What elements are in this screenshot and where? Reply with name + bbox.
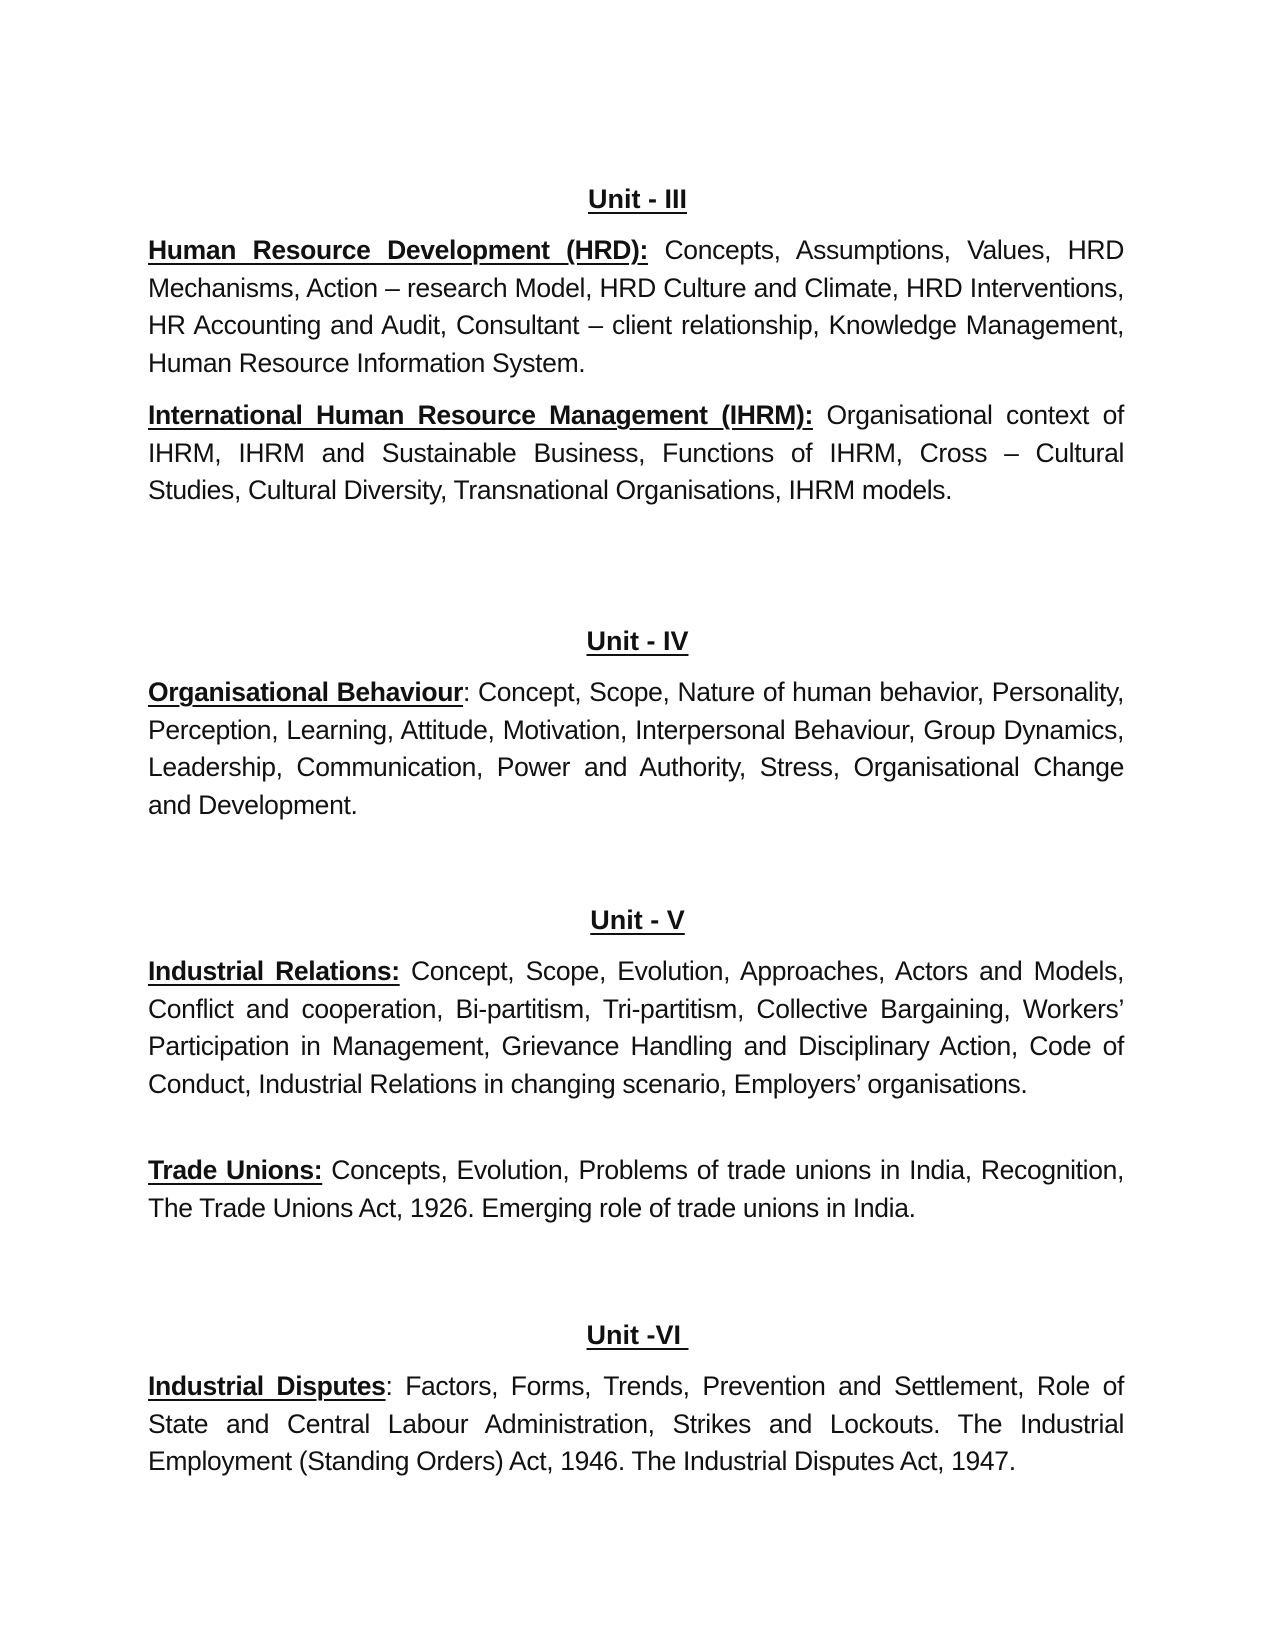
section-organisational-behaviour <box>148 674 1124 824</box>
unit-heading-3: Unit - III <box>588 184 687 214</box>
section-body: Organisational context of IHRM, IHRM and Sustainable Business, Functions of IHRM, Cross – Cultural Studies, Cultural Diversity, Transnational Organisations, IHRM models. <box>148 400 1124 506</box>
section-trade-unions <box>148 1152 1124 1227</box>
section-industrial-disputes <box>148 1368 1124 1481</box>
unit-heading-6: Unit -VI <box>586 1320 689 1350</box>
section-body: : Concept, Scope, Nature of human behavior, Personality, Perception, Learning, Attitude, Motivation, Interpersonal Behaviour, Group Dynamics, Leadership, Communication, Power and Authority, Stress, Organisational Change and Development. <box>148 677 1124 820</box>
section-hrd <box>148 232 1124 382</box>
section-body: : Factors, Forms, Trends, Prevention and Settlement, Role of State and Central Labour Administration, Strikes and Lockouts. The Industrial Employment (Standing Orders) Act, 1946. The Industrial Disputes Act, 1947. <box>148 1371 1124 1477</box>
section-topic: Industrial Disputes <box>148 1371 386 1401</box>
section-topic: Human Resource Development (HRD): <box>148 235 648 265</box>
section-industrial-relations <box>148 953 1124 1103</box>
section-topic: Industrial Relations: <box>148 956 400 986</box>
section-ihrm <box>148 397 1124 510</box>
section-body: Concepts, Evolution, Problems of trade unions in India, Recognition, The Trade Unions Act, 1926. Emerging role of trade unions in India. <box>148 1155 1124 1223</box>
section-topic: Trade Unions: <box>148 1155 323 1185</box>
section-topic: Organisational Behaviour <box>148 677 464 707</box>
section-topic: International Human Resource Management (IHRM): <box>148 400 813 430</box>
unit-heading-4: Unit - IV <box>586 626 689 656</box>
section-body: Concept, Scope, Evolution, Approaches, Actors and Models, Conflict and cooperation, Bi-partitism, Tri-partitism, Collective Bargaining, Workers’ Participation in Management, Grievance Handling and Disciplinary Action, Code of Conduct, Industrial Relations in changing scenario, Employers’ organisations. <box>148 956 1124 1099</box>
unit-heading-5: Unit - V <box>590 905 685 935</box>
section-body: Concepts, Assumptions, Values, HRD Mechanisms, Action – research Model, HRD Culture and Climate, HRD Interventions, HR Accounting and Audit, Consultant – client relationship, Knowledge Management, Human Resource Information System. <box>148 235 1125 378</box>
